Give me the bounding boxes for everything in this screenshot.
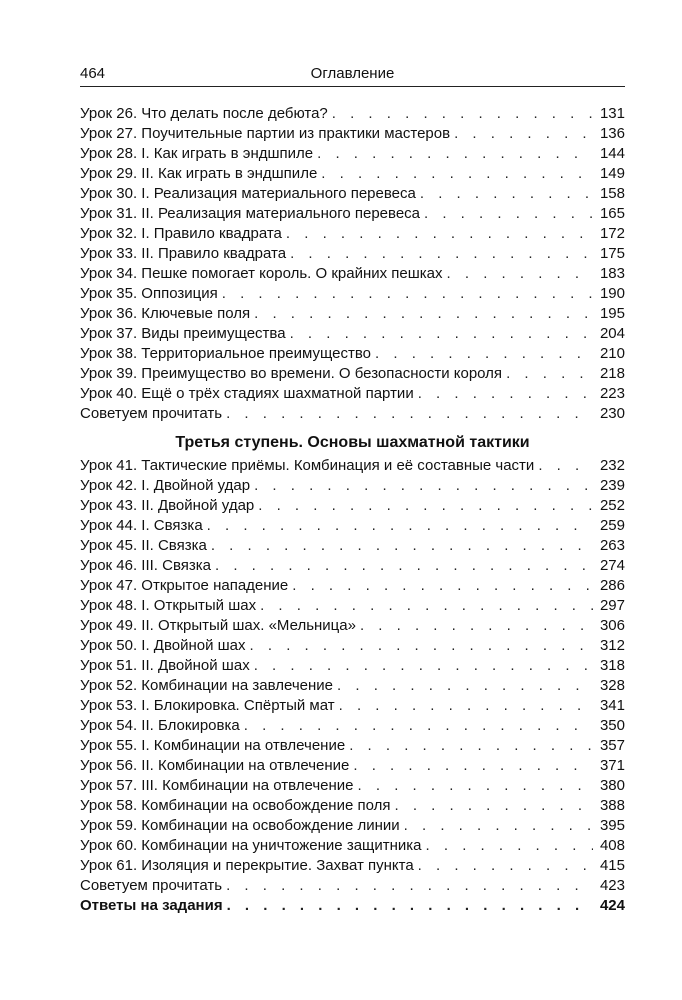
dot-leader [538,456,593,476]
toc-section-part-three [80,456,625,896]
toc-entry[interactable] [80,776,625,796]
toc-entry-page: 158 [599,185,625,202]
toc-entry-page: 312 [599,637,625,654]
toc-entry-page: 274 [599,557,625,574]
toc-entry-page: 165 [599,205,625,222]
toc-entry-label: Урок 52. Комбинации на завлечение [80,677,334,694]
dot-leader [290,324,593,344]
toc-entry-label: Урок 30. I. Реализация материального перевеса [80,185,416,202]
toc-entry-label: Урок 42. I. Двойной удар [80,477,251,494]
toc-entry-page: 350 [599,717,625,734]
dot-leader [290,244,593,264]
toc-entry[interactable] [80,104,625,124]
toc-entry[interactable] [80,556,625,576]
toc-entry[interactable] [80,616,625,636]
dot-leader [292,576,593,596]
toc-entry-page: 388 [599,797,625,814]
dot-leader [337,676,593,696]
page-number: 464 [80,65,106,82]
toc-entry[interactable] [80,304,625,324]
toc-entry-label: Урок 58. Комбинации на освобождение поля [80,797,391,814]
toc-entry[interactable] [80,816,625,836]
toc-entry[interactable] [80,164,625,184]
toc-entry-page: 149 [599,165,625,182]
toc-entry[interactable] [80,324,625,344]
toc-entry[interactable] [80,244,625,264]
toc-entry-label: Урок 57. III. Комбинации на отвлечение [80,777,354,794]
toc-entry-page: 408 [599,837,625,854]
dot-leader [394,796,593,816]
toc-entry-label: Урок 56. II. Комбинации на отвлечение [80,757,350,774]
toc-entry-label: Урок 35. Оппозиция [80,285,218,302]
dot-leader [426,836,593,856]
toc-entry[interactable] [80,756,625,776]
toc-entry[interactable] [80,496,625,516]
toc-entry-label: Урок 39. Преимущество во времени. О безопасности короля [80,365,503,382]
toc-entry[interactable] [80,284,625,304]
toc-entry[interactable] [80,404,625,424]
toc-entry-page: 204 [599,325,625,342]
dot-leader [254,656,593,676]
toc-entry-label: Урок 50. I. Двойной шах [80,637,246,654]
dot-leader [286,224,593,244]
toc-entry-answers[interactable] [80,896,625,916]
dot-leader [454,124,593,144]
toc-entry-label: Урок 37. Виды преимущества [80,325,286,342]
toc-entry-label: Урок 29. II. Как играть в эндшпиле [80,165,318,182]
toc-entry[interactable] [80,344,625,364]
dot-leader [418,384,593,404]
toc-entry-label: Советуем прочитать [80,405,223,422]
toc-entry-label: Урок 31. II. Реализация материального перевеса [80,205,421,222]
toc-entry-label: Урок 33. II. Правило квадрата [80,245,287,262]
toc-entry-page: 423 [599,877,625,894]
toc-entry-page: 259 [599,517,625,534]
toc-entry-page: 190 [599,285,625,302]
toc-entry[interactable] [80,856,625,876]
toc-entry-page: 136 [599,125,625,142]
toc-entry[interactable] [80,456,625,476]
running-title: Оглавление [310,65,395,82]
toc-entry-label: Урок 46. III. Связка [80,557,211,574]
toc-entry-page: 424 [599,897,625,914]
toc-entry[interactable] [80,264,625,284]
dot-leader [404,816,593,836]
dot-leader [260,596,593,616]
toc-entry[interactable] [80,876,625,896]
section-heading: Третья ступень. Основы шахматной тактики [175,434,530,451]
toc-entry-label: Советуем прочитать [80,877,223,894]
toc-entry-label: Урок 59. Комбинации на освобождение линии [80,817,400,834]
toc-entry-label: Урок 26. Что делать после дебюта? [80,105,328,122]
toc-entry-label: Урок 53. I. Блокировка. Спёртый мат [80,697,335,714]
toc-entry-label: Урок 60. Комбинации на уничтожение защитника [80,837,422,854]
dot-leader [211,536,593,556]
toc-entry-label: Урок 47. Открытое нападение [80,577,289,594]
toc-entry-page: 175 [599,245,625,262]
dot-leader [317,144,593,164]
toc-entry-page: 371 [599,757,625,774]
toc-entry[interactable] [80,676,625,696]
toc-entry-page: 230 [599,405,625,422]
toc-entry-page: 218 [599,365,625,382]
toc-entry[interactable] [80,716,625,736]
toc-entry-label: Урок 27. Поучительные партии из практики мастеров [80,125,451,142]
dot-leader [424,204,593,224]
toc-entry-label: Урок 51. II. Двойной шах [80,657,250,674]
toc-entry-page: 306 [599,617,625,634]
toc-entry-label: Урок 55. I. Комбинации на отвлечение [80,737,346,754]
toc-entry-page: 395 [599,817,625,834]
dot-leader [332,104,593,124]
toc-entry[interactable] [80,384,625,404]
toc-entry-label: Урок 34. Пешке помогает король. О крайних пешках [80,265,443,282]
toc-entry-page: 252 [599,497,625,514]
toc-entry-label: Ответы на задания [80,897,223,914]
toc-entry-page: 195 [599,305,625,322]
toc-entry[interactable] [80,516,625,536]
dot-leader [353,756,593,776]
page-header [80,64,625,87]
toc-entry[interactable] [80,144,625,164]
dot-leader [227,896,593,916]
toc-entry[interactable] [80,124,625,144]
toc-entry[interactable] [80,184,625,204]
toc-entry[interactable] [80,536,625,556]
toc-entry-label: Урок 38. Территориальное преимущество [80,345,372,362]
dot-leader [226,404,593,424]
toc-section-part-two [80,104,625,424]
toc-entry[interactable] [80,596,625,616]
toc-entry-page: 144 [599,145,625,162]
toc-entry-label: Урок 49. II. Открытый шах. «Мельница» [80,617,356,634]
dot-leader [207,516,593,536]
toc-entry-page: 357 [599,737,625,754]
toc-entry[interactable] [80,636,625,656]
dot-leader [360,616,593,636]
toc-entry-label: Урок 48. I. Открытый шах [80,597,257,614]
toc-entry[interactable] [80,836,625,856]
dot-leader [215,556,593,576]
toc-entry[interactable] [80,656,625,676]
dot-leader [375,344,593,364]
toc-entry-label: Урок 44. I. Связка [80,517,203,534]
dot-leader [244,716,593,736]
toc-entry[interactable] [80,736,625,756]
toc-entry-label: Урок 54. II. Блокировка [80,717,240,734]
toc-entry-page: 380 [599,777,625,794]
toc-entry[interactable] [80,796,625,816]
dot-leader [254,476,593,496]
toc-entry-page: 239 [599,477,625,494]
toc-entry[interactable] [80,576,625,596]
toc-entry-label: Урок 36. Ключевые поля [80,305,251,322]
toc-entry-label: Урок 32. I. Правило квадрата [80,225,282,242]
dot-leader [349,736,593,756]
toc-entry-page: 286 [599,577,625,594]
toc-entry-page: 223 [599,385,625,402]
dot-leader [420,184,593,204]
toc-entry-label: Урок 40. Ещё о трёх стадиях шахматной партии [80,385,414,402]
toc-entry[interactable] [80,364,625,384]
dot-leader [250,636,593,656]
toc-entry[interactable] [80,696,625,716]
toc-entry[interactable] [80,476,625,496]
toc-entry-page: 210 [599,345,625,362]
dot-leader [258,496,593,516]
toc-entry-page: 183 [599,265,625,282]
dot-leader [339,696,593,716]
toc-entry-label: Урок 61. Изоляция и перекрытие. Захват пункта [80,857,414,874]
toc-entry-label: Урок 43. II. Двойной удар [80,497,255,514]
dot-leader [506,364,593,384]
toc-entry-page: 131 [599,105,625,122]
table-of-contents [80,104,625,916]
toc-entry-page: 172 [599,225,625,242]
dot-leader [358,776,593,796]
toc-entry-page: 232 [599,457,625,474]
toc-entry[interactable] [80,204,625,224]
toc-entry-label: Урок 28. I. Как играть в эндшпиле [80,145,314,162]
dot-leader [447,264,593,284]
toc-entry-page: 328 [599,677,625,694]
dot-leader [222,284,593,304]
toc-entry[interactable] [80,224,625,244]
toc-entry-page: 263 [599,537,625,554]
dot-leader [226,876,593,896]
toc-entry-page: 297 [599,597,625,614]
toc-entry-page: 415 [599,857,625,874]
toc-entry-label: Урок 41. Тактические приёмы. Комбинация и её составные части [80,457,535,474]
dot-leader [254,304,593,324]
toc-entry-page: 341 [599,697,625,714]
dot-leader [321,164,593,184]
toc-entry-label: Урок 45. II. Связка [80,537,207,554]
toc-entry-page: 318 [599,657,625,674]
dot-leader [418,856,593,876]
